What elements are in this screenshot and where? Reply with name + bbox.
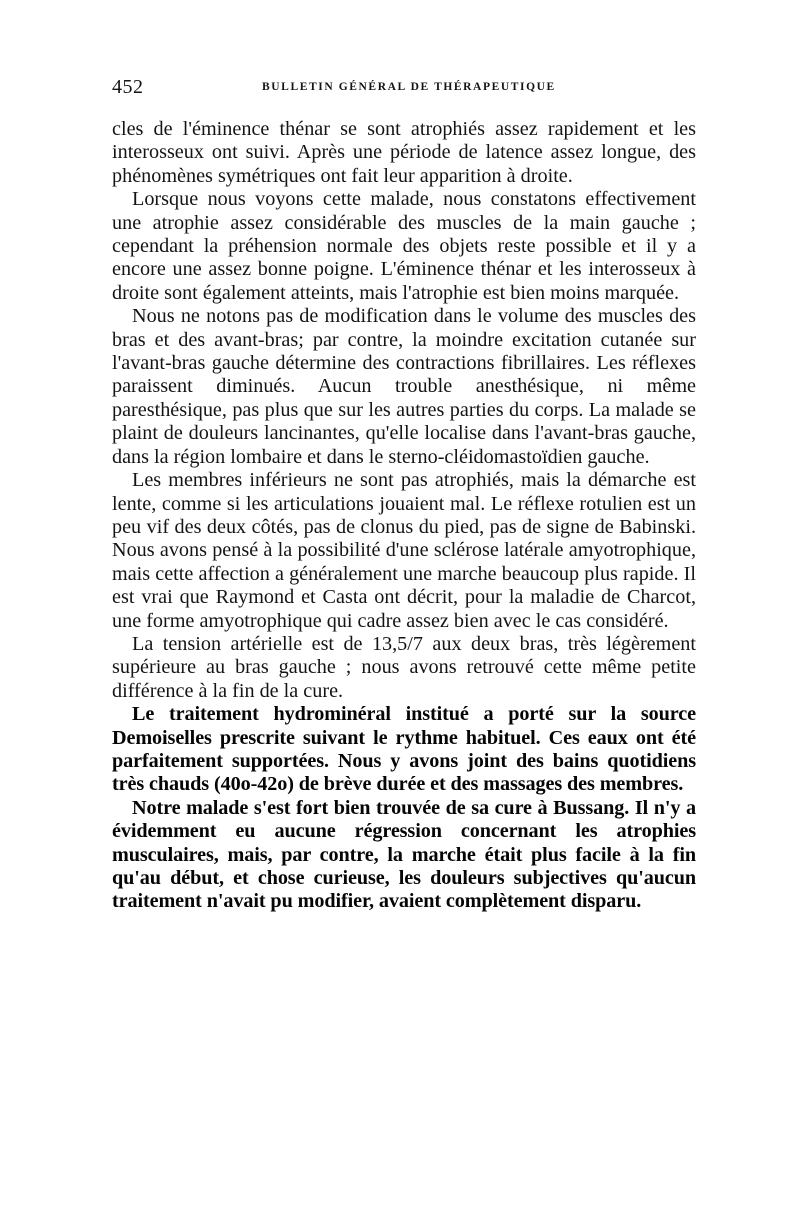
paragraph-3: Nous ne notons pas de modification dans le volume des muscles des bras et des avant-bras; par contre, la moindre excitation cutanée sur l'avant-bras gauche détermine des contractions fibrillaires. Les réflexes paraissent diminués. Aucun trouble anesthésique, ni même paresthésique, pas plus que sur les autres parties du corps. La malade se plaint de douleurs lancinantes, qu'elle localise dans l'avant-bras gauche, dans la région lombaire et dans le sterno-cléidomastoïdien gauche.: [112, 305, 696, 468]
running-title: BULLETIN GÉNÉRAL DE THÉRAPEUTIQUE: [262, 81, 556, 93]
paragraph-5: La tension artérielle est de 13,5/7 aux deux bras, très légèrement supérieure au bras gauche ; nous avons retrouvé cette même petite différence à la fin de la cure.: [112, 632, 696, 702]
page-number: 452: [112, 76, 144, 98]
paragraph-1: cles de l'éminence thénar se sont atrophiés assez rapidement et les interosseux ont suivi. Après une période de latence assez longue, des phénomènes symétriques ont fait leur apparition à droite.: [112, 118, 696, 187]
paragraph-4: Les membres inférieurs ne sont pas atrophiés, mais la démarche est lente, comme si les articulations jouaient mal. Le réflexe rotulien est un peu vif des deux côtés, pas de clonus du pied, pas de signe de Babinski. Nous avons pensé à la possibilité d'une sclérose latérale amyotrophique, mais cette affection a généralement une marche beaucoup plus rapide. Il est vrai que Raymond et Casta ont décrit, pour la maladie de Charcot, une forme amyotrophique qui cadre assez bien avec le cas considéré.: [112, 469, 696, 632]
paragraph-2: Lorsque nous voyons cette malade, nous constatons effectivement une atrophie assez considérable des muscles de la main gauche ; cependant la préhension normale des objets reste possible et il y a encore une assez bonne poigne. L'éminence thénar et les interosseux à droite sont également atteints, mais l'atrophie est bien moins marquée.: [112, 188, 696, 304]
body-text: [112, 118, 696, 914]
page-header: [112, 76, 696, 100]
paragraph-7: Notre malade s'est fort bien trouvée de sa cure à Bussang. Il n'y a évidemment eu aucune régression concernant les atrophies musculaires, mais, par contre, la marche était plus facile à la fin qu'au début, et chose curieuse, les douleurs subjectives qu'aucun traitement n'avait pu modifier, avaient complètement disparu.: [112, 796, 696, 913]
paragraph-6: Le traitement hydrominéral institué a porté sur la source Demoiselles prescrite suivant le rythme habituel. Ces eaux ont été parfaitement supportées. Nous y avons joint des bains quotidiens très chauds (40o-42o) de brève durée et des massages des membres.: [112, 703, 696, 796]
